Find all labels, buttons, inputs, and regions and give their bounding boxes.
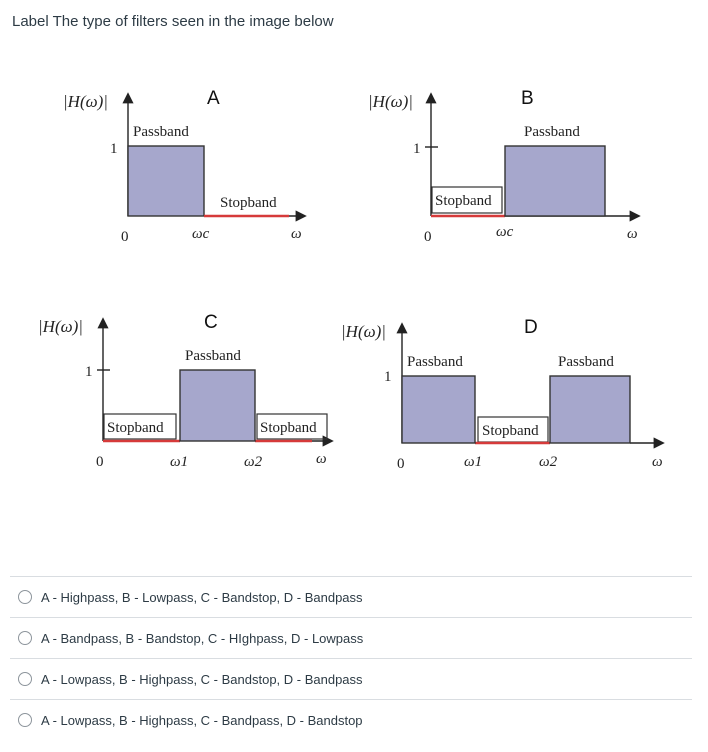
answer-option[interactable] [10,617,692,658]
panel-d-passband-bar-left [402,376,475,443]
panel-b-passband-label: Passband [524,124,580,140]
panel-d-omega-2: ω2 [539,454,558,470]
panel-d-omega: ω [652,454,663,470]
panel-a-origin: 0 [121,229,129,245]
panel-b-passband-bar [505,146,605,216]
question-text: Label The type of filters seen in the image below [12,13,334,30]
panel-c-unit-label: 1 [85,364,93,380]
answer-option[interactable] [10,699,692,740]
panel-a-y-label: |H(ω)| [63,92,108,111]
panel-c-stopband-label-left: Stopband [107,420,164,436]
answer-option[interactable] [10,658,692,699]
radio-button[interactable] [18,631,32,645]
panel-a-unit-label: 1 [110,141,118,157]
panel-b-omega: ω [627,226,638,242]
answer-option-label: A - Highpass, B - Lowpass, C - Bandstop, D - Bandpass [41,589,363,605]
panel-d-passband-label-right: Passband [558,354,614,370]
panel-d-omega-1: ω1 [464,454,483,470]
answer-option-label: A - Lowpass, B - Highpass, C - Bandpass, D - Bandstop [41,712,363,728]
panel-a-omega-c: ωc [192,226,210,242]
panel-a-omega: ω [291,226,302,242]
filter-diagrams-figure [0,60,708,530]
panel-b-y-label: |H(ω)| [368,92,413,111]
panel-c-label: C [204,312,218,333]
panel-c-passband-bar [180,370,255,441]
panel-d-unit-label: 1 [384,369,392,385]
radio-button[interactable] [18,672,32,686]
answer-options [10,576,692,740]
panel-d-origin: 0 [397,456,405,472]
radio-button[interactable] [18,590,32,604]
panel-a-label: A [207,88,220,109]
panel-a-passband-label: Passband [133,124,189,140]
panel-b-highpass [368,88,638,245]
answer-option[interactable] [10,576,692,617]
panel-b-omega-c: ωc [496,224,514,240]
panel-c-origin: 0 [96,454,104,470]
panel-b-label: B [521,88,534,109]
panel-c-omega: ω [316,451,327,467]
panel-a-passband-bar [128,146,204,216]
panel-d-stopband-label: Stopband [482,423,539,439]
panel-d-label: D [524,317,538,338]
panel-a-stopband-label: Stopband [220,195,277,211]
panel-d-passband-label-left: Passband [407,354,463,370]
panel-d-y-label: |H(ω)| [341,322,386,341]
panel-b-stopband-label: Stopband [435,193,492,209]
radio-button[interactable] [18,713,32,727]
panel-c-y-label: |H(ω)| [38,317,83,336]
panel-b-unit-label: 1 [413,141,421,157]
answer-option-label: A - Bandpass, B - Bandstop, C - HIghpass, D - Lowpass [41,630,364,646]
panel-c-stopband-label-right: Stopband [260,420,317,436]
panel-d-bandstop [341,317,663,472]
panel-c-passband-label: Passband [185,348,241,364]
panel-a-lowpass [63,88,304,245]
panel-b-origin: 0 [424,229,432,245]
answer-option-label: A - Lowpass, B - Highpass, C - Bandstop, D - Bandpass [41,671,363,687]
panel-c-bandpass [38,312,331,470]
panel-c-omega-2: ω2 [244,454,263,470]
panel-d-passband-bar-right [550,376,630,443]
panel-c-omega-1: ω1 [170,454,189,470]
